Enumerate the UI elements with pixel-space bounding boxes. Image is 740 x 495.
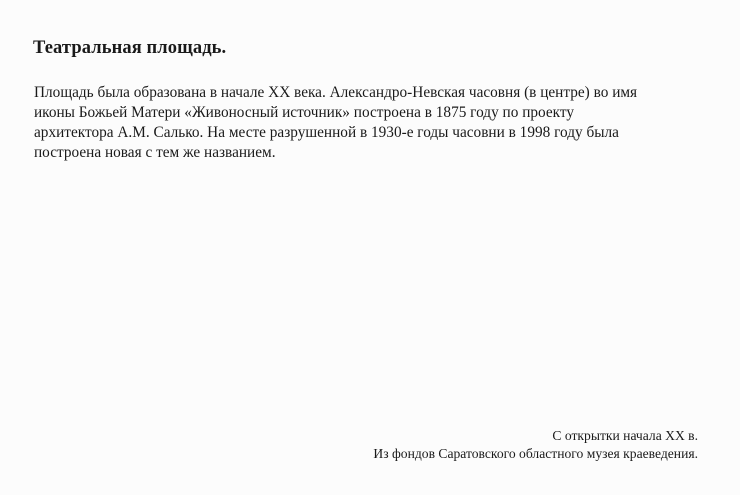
document-title: Театральная площадь.	[33, 38, 227, 58]
credit-collection: Из фондов Саратовского областного музея краеведения.	[373, 446, 698, 461]
description-line-1: Площадь была образована в начале XX века. Александро-Невская часовня (в центре) во имя	[34, 84, 638, 101]
description-paragraph	[34, 83, 714, 163]
description-line-3: архитектора А.М. Салько. На месте разрушенной в 1930-е годы часовни в 1998 году была	[34, 124, 619, 141]
credits-block	[373, 427, 698, 463]
description-line-4: построена новая с тем же названием.	[34, 144, 276, 161]
credit-source: С открытки начала XX в.	[552, 428, 698, 443]
description-line-2: иконы Божьей Матери «Живоносный источник» построена в 1875 году по проекту	[34, 104, 575, 121]
